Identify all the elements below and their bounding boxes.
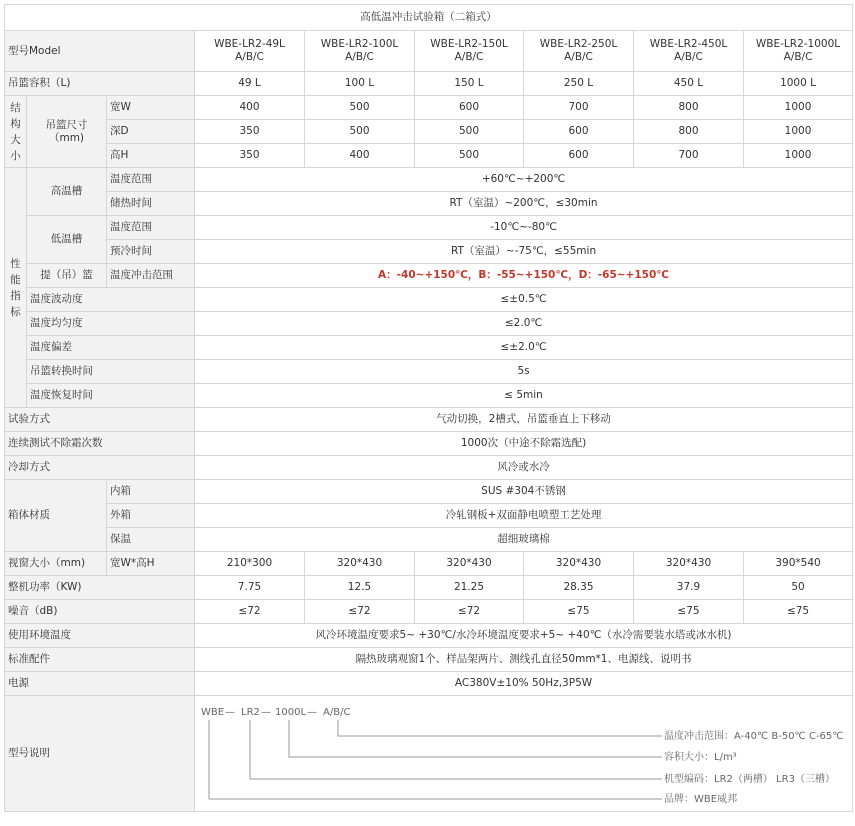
- value-cell: 49 L: [195, 72, 305, 96]
- span-value-cell: -10℃~-80℃: [195, 216, 853, 240]
- group-label-performance: 性能指标: [5, 168, 27, 408]
- value-cell: 50: [744, 576, 853, 600]
- value-cell: 500: [305, 120, 415, 144]
- code-separator: —: [261, 706, 271, 718]
- value-cell: 800: [634, 120, 744, 144]
- row-label: 温度均匀度: [27, 312, 195, 336]
- span-value-cell: ≤±0.5℃: [195, 288, 853, 312]
- table-row: [5, 360, 853, 384]
- table-row: [5, 5, 853, 31]
- row-label: 冷却方式: [5, 456, 195, 480]
- row-label: 噪音（dB): [5, 600, 195, 624]
- value-cell: 350: [195, 120, 305, 144]
- table-row: [5, 144, 853, 168]
- value-cell: 28.35: [524, 576, 634, 600]
- span-value-cell: ≤ 5min: [195, 384, 853, 408]
- value-cell: 390*540: [744, 552, 853, 576]
- value-cell: 320*430: [634, 552, 744, 576]
- value-cell: 100 L: [305, 72, 415, 96]
- model-code-svg: [195, 697, 852, 811]
- row-label: 宽W: [107, 96, 195, 120]
- spec-table: [4, 4, 853, 812]
- table-row: [5, 504, 853, 528]
- model-name: WBE-LR2-250L: [539, 38, 618, 50]
- table-row: [5, 624, 853, 648]
- value-cell: 1000 L: [744, 72, 853, 96]
- model-header-label: 型号Model: [5, 31, 195, 72]
- value-cell: ≤75: [744, 600, 853, 624]
- value-cell: 320*430: [524, 552, 634, 576]
- model-variant: A/B/C: [345, 51, 374, 63]
- span-value-cell: 风冷环境温度要求5~ +30℃/水冷环境温度要求+5~ +40℃（水冷需要装水塔或冰水机): [195, 624, 853, 648]
- row-label: 温度范围: [107, 216, 195, 240]
- table-row: [5, 192, 853, 216]
- table-row: [5, 168, 853, 192]
- table-row: [5, 696, 853, 812]
- value-cell: 7.75: [195, 576, 305, 600]
- model-header-cell: [634, 31, 744, 72]
- value-cell: 1000: [744, 144, 853, 168]
- value-cell: ≤72: [415, 600, 524, 624]
- table-row: [5, 288, 853, 312]
- table-row: [5, 432, 853, 456]
- basket-label: 提（吊）篮: [27, 264, 107, 288]
- model-header-cell: [415, 31, 524, 72]
- row-label: 标准配件: [5, 648, 195, 672]
- table-row: [5, 72, 853, 96]
- span-value-cell: SUS #304不锈钢: [195, 480, 853, 504]
- model-name: WBE-LR2-1000L: [755, 38, 841, 50]
- row-label: 吊篮容积（L): [5, 72, 195, 96]
- model-variant: A/B/C: [564, 51, 593, 63]
- table-title: 高低温冲击试验箱（二箱式）: [5, 5, 853, 31]
- span-value-cell: +60℃~+200℃: [195, 168, 853, 192]
- row-label: 温度偏差: [27, 336, 195, 360]
- table-row: [5, 552, 853, 576]
- table-row: [5, 672, 853, 696]
- value-cell: 600: [524, 120, 634, 144]
- table-row: [5, 456, 853, 480]
- value-cell: 400: [195, 96, 305, 120]
- span-value-cell: 风冷或水冷: [195, 456, 853, 480]
- row-label: 视窗大小（mm): [5, 552, 107, 576]
- span-value-cell: RT（室温）~200℃，≤30min: [195, 192, 853, 216]
- table-row: [5, 648, 853, 672]
- value-cell: 400: [305, 144, 415, 168]
- model-header-cell: [195, 31, 305, 72]
- code-note: 温度冲击范围：A-40℃ B-50℃ C-65℃: [664, 730, 844, 742]
- group-label-structure: 结构大小: [5, 96, 27, 168]
- model-header-cell: [305, 31, 415, 72]
- row-label: 温度恢复时间: [27, 384, 195, 408]
- table-row: [5, 576, 853, 600]
- table-row: [5, 120, 853, 144]
- table-row: [5, 600, 853, 624]
- row-label: 型号说明: [5, 696, 195, 812]
- row-label: 试验方式: [5, 408, 195, 432]
- model-header-cell: [744, 31, 853, 72]
- table-row: [5, 528, 853, 552]
- shock-range-value: A：-40~+150℃，B：-55~+150℃，D：-65~+150℃: [195, 264, 853, 288]
- code-separator: —: [225, 706, 235, 718]
- span-value-cell: 冷轧钢板+双面静电喷塑工艺处理: [195, 504, 853, 528]
- row-label: 内箱: [107, 480, 195, 504]
- code-separator: —: [307, 706, 317, 718]
- value-cell: 450 L: [634, 72, 744, 96]
- value-cell: 1000: [744, 120, 853, 144]
- row-label: 温度波动度: [27, 288, 195, 312]
- value-cell: ≤75: [524, 600, 634, 624]
- row-label: 温度范围: [107, 168, 195, 192]
- value-cell: 500: [415, 120, 524, 144]
- value-cell: 37.9: [634, 576, 744, 600]
- high-temp-label: 高温槽: [27, 168, 107, 216]
- model-name: WBE-LR2-100L: [320, 38, 399, 50]
- row-label: 外箱: [107, 504, 195, 528]
- code-part: LR2: [241, 706, 260, 718]
- table-row: [5, 480, 853, 504]
- model-variant: A/B/C: [674, 51, 703, 63]
- value-cell: 800: [634, 96, 744, 120]
- value-cell: 1000: [744, 96, 853, 120]
- row-label: 宽W*高H: [107, 552, 195, 576]
- value-cell: ≤72: [305, 600, 415, 624]
- value-cell: ≤75: [634, 600, 744, 624]
- value-cell: 12.5: [305, 576, 415, 600]
- value-cell: 600: [524, 144, 634, 168]
- value-cell: 320*430: [415, 552, 524, 576]
- row-label: 深D: [107, 120, 195, 144]
- row-label: 储热时间: [107, 192, 195, 216]
- model-name: WBE-LR2-450L: [649, 38, 728, 50]
- model-name: WBE-LR2-150L: [430, 38, 508, 50]
- leader-line: [250, 720, 662, 779]
- span-value-cell: 5s: [195, 360, 853, 384]
- model-name: WBE-LR2-49L: [214, 38, 285, 50]
- table-row: [5, 31, 853, 72]
- value-cell: 700: [524, 96, 634, 120]
- span-value-cell: AC380V±10% 50Hz,3P5W: [195, 672, 853, 696]
- row-label: 温度冲击范围: [107, 264, 195, 288]
- value-cell: 250 L: [524, 72, 634, 96]
- row-label: 预冷时间: [107, 240, 195, 264]
- table-row: [5, 336, 853, 360]
- table-row: [5, 408, 853, 432]
- code-part: WBE: [201, 706, 225, 718]
- model-code-diagram: [195, 696, 853, 812]
- leader-line: [289, 720, 662, 757]
- model-variant: A/B/C: [454, 51, 484, 63]
- leader-line: [338, 720, 662, 736]
- span-value-cell: ≤2.0℃: [195, 312, 853, 336]
- value-cell: 150 L: [415, 72, 524, 96]
- table-row: [5, 216, 853, 240]
- model-header-cell: [524, 31, 634, 72]
- row-label: 吊篮转换时间: [27, 360, 195, 384]
- span-value-cell: 超细玻璃棉: [195, 528, 853, 552]
- basket-size-label: 吊篮尺寸（mm): [27, 96, 107, 168]
- value-cell: 700: [634, 144, 744, 168]
- leader-line: [209, 720, 662, 799]
- table-row: [5, 240, 853, 264]
- span-value-cell: 气动切换，2槽式，吊篮垂直上下移动: [195, 408, 853, 432]
- model-variant: A/B/C: [783, 51, 813, 63]
- row-label: 高H: [107, 144, 195, 168]
- code-note: 品牌：WBE威邦: [664, 793, 738, 805]
- span-value-cell: RT（室温）~-75℃，≤55min: [195, 240, 853, 264]
- span-value-cell: ≤±2.0℃: [195, 336, 853, 360]
- row-label: 连续测试不除霜次数: [5, 432, 195, 456]
- value-cell: 320*430: [305, 552, 415, 576]
- table-row: [5, 312, 853, 336]
- value-cell: 350: [195, 144, 305, 168]
- row-label: 保温: [107, 528, 195, 552]
- value-cell: 21.25: [415, 576, 524, 600]
- value-cell: 500: [415, 144, 524, 168]
- span-value-cell: 隔热玻璃观窗1个、样品架两片、测线孔直径50mm*1、电源线、说明书: [195, 648, 853, 672]
- code-note: 机型编码：LR2（两槽） LR3（三槽）: [664, 773, 835, 785]
- table-row: [5, 384, 853, 408]
- code-part: 1000L: [275, 706, 307, 718]
- value-cell: ≤72: [195, 600, 305, 624]
- row-label: 使用环境温度: [5, 624, 195, 648]
- material-label: 箱体材质: [5, 480, 107, 552]
- code-part: A/B/C: [323, 706, 351, 718]
- model-variant: A/B/C: [235, 51, 264, 63]
- low-temp-label: 低温槽: [27, 216, 107, 264]
- value-cell: 210*300: [195, 552, 305, 576]
- table-row: [5, 264, 853, 288]
- value-cell: 500: [305, 96, 415, 120]
- span-value-cell: 1000次（中途不除霜选配): [195, 432, 853, 456]
- table-row: [5, 96, 853, 120]
- row-label: 电源: [5, 672, 195, 696]
- code-note: 容积大小：L/m³: [664, 751, 737, 763]
- row-label: 整机功率（KW): [5, 576, 195, 600]
- value-cell: 600: [415, 96, 524, 120]
